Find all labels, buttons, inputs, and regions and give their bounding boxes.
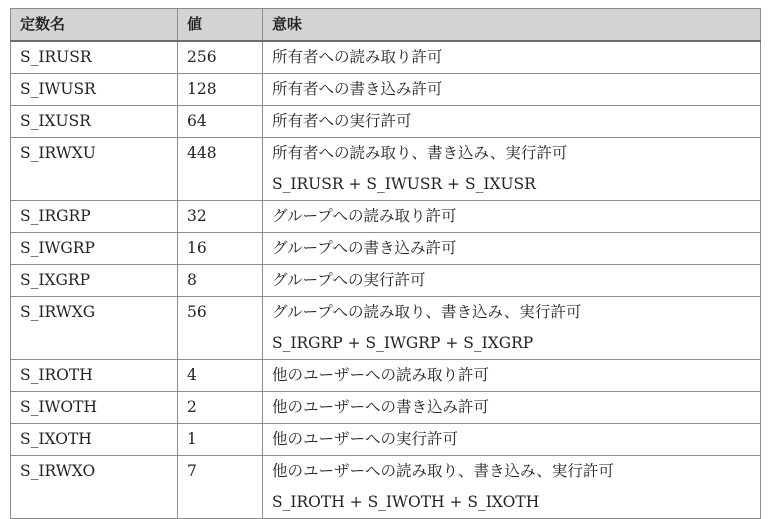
permission-constants-table — [10, 8, 761, 519]
meaning-cell — [263, 138, 761, 201]
constant-name-cell: S_IROTH — [11, 360, 178, 392]
meaning-expression: S_IRGRP + S_IWGRP + S_IXGRP — [272, 334, 534, 352]
table-row — [11, 265, 761, 297]
header-constant-name: 定数名 — [11, 9, 178, 42]
header-meaning: 意味 — [263, 9, 761, 42]
meaning-cell — [263, 74, 761, 106]
meaning-expression: S_IROTH + S_IWOTH + S_IXOTH — [272, 493, 540, 511]
meaning-cell — [263, 456, 761, 519]
table-row — [11, 456, 761, 519]
value-cell: 16 — [178, 233, 263, 265]
meaning-text: 他のユーザーへの書き込み許可 — [272, 398, 490, 416]
value-cell: 2 — [178, 392, 263, 424]
table-row — [11, 201, 761, 233]
value-cell: 4 — [178, 360, 263, 392]
meaning-text: 他のユーザーへの読み取り、書き込み、実行許可 — [272, 462, 614, 480]
table-row — [11, 138, 761, 201]
meaning-text: 所有者への読み取り許可 — [272, 48, 443, 66]
meaning-text: グループへの読み取り許可 — [272, 207, 457, 225]
table-row — [11, 392, 761, 424]
constant-name-cell: S_IWUSR — [11, 74, 178, 106]
meaning-cell — [263, 360, 761, 392]
table-row — [11, 106, 761, 138]
meaning-cell — [263, 265, 761, 297]
constant-name-cell: S_IWOTH — [11, 392, 178, 424]
meaning-cell — [263, 233, 761, 265]
meaning-text: 所有者への実行許可 — [272, 112, 412, 130]
header-row — [11, 9, 761, 42]
value-cell: 1 — [178, 424, 263, 456]
value-cell: 7 — [178, 456, 263, 519]
constant-name-cell: S_IRWXO — [11, 456, 178, 519]
meaning-text: グループへの書き込み許可 — [272, 239, 457, 257]
meaning-text: 他のユーザーへの読み取り許可 — [272, 366, 490, 384]
value-cell: 448 — [178, 138, 263, 201]
constant-name-cell: S_IRGRP — [11, 201, 178, 233]
meaning-text: 所有者への読み取り、書き込み、実行許可 — [272, 144, 568, 162]
value-cell: 256 — [178, 41, 263, 74]
meaning-expression: S_IRUSR + S_IWUSR + S_IXUSR — [272, 175, 536, 193]
value-cell: 128 — [178, 74, 263, 106]
meaning-text: 所有者への書き込み許可 — [272, 80, 443, 98]
meaning-cell — [263, 424, 761, 456]
meaning-text: 他のユーザーへの実行許可 — [272, 430, 459, 448]
table-row — [11, 41, 761, 74]
constant-name-cell: S_IRWXG — [11, 297, 178, 360]
meaning-cell — [263, 41, 761, 74]
table-body — [11, 41, 761, 519]
constant-name-cell: S_IWGRP — [11, 233, 178, 265]
meaning-cell — [263, 201, 761, 233]
value-cell: 32 — [178, 201, 263, 233]
value-cell: 8 — [178, 265, 263, 297]
meaning-text: グループへの実行許可 — [272, 271, 426, 289]
meaning-cell — [263, 106, 761, 138]
constant-name-cell: S_IRWXU — [11, 138, 178, 201]
table-row — [11, 297, 761, 360]
meaning-text: グループへの読み取り、書き込み、実行許可 — [272, 303, 582, 321]
table-row — [11, 74, 761, 106]
table-header — [11, 9, 761, 42]
table-row — [11, 360, 761, 392]
constant-name-cell: S_IXGRP — [11, 265, 178, 297]
header-value: 値 — [178, 9, 263, 42]
value-cell: 56 — [178, 297, 263, 360]
table-row — [11, 424, 761, 456]
meaning-cell — [263, 297, 761, 360]
table-row — [11, 233, 761, 265]
value-cell: 64 — [178, 106, 263, 138]
constant-name-cell: S_IXOTH — [11, 424, 178, 456]
constant-name-cell: S_IRUSR — [11, 41, 178, 74]
meaning-cell — [263, 392, 761, 424]
constant-name-cell: S_IXUSR — [11, 106, 178, 138]
